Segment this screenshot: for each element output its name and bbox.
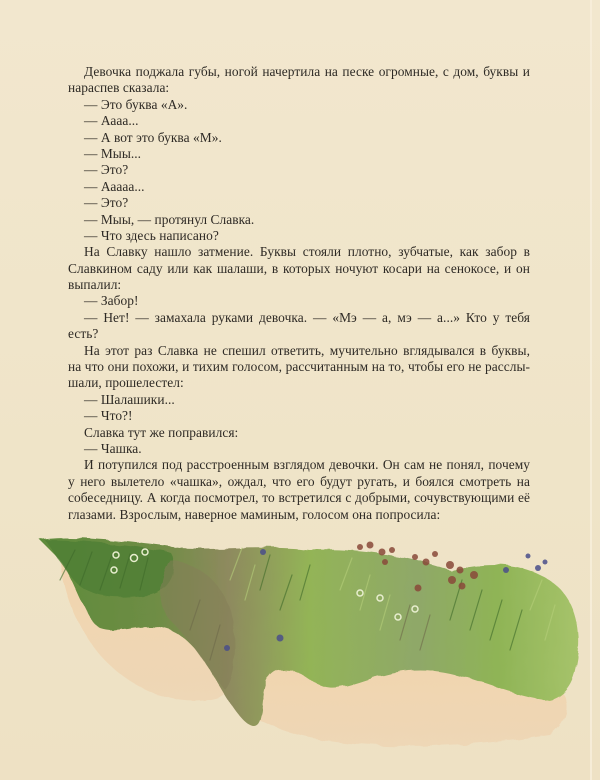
text-line: нараспев сказала: [68,80,170,96]
text-line: у него вылетело «чашка», ождал, что его будут ругать, и боялся смотреть на [68,473,530,489]
text-line: — Это буква «А». [84,96,188,112]
text-line: шали, прошелестел: [68,375,184,391]
story-text [68,64,530,523]
page-edge [590,0,592,780]
text-line: есть? [68,326,99,342]
text-line: выпалил: [68,277,122,293]
text-line: — Что здесь написано? [84,227,219,243]
text-line: Славкином саду или как шалаши, в которых ночуют косари на сенокосе, и он [68,260,530,276]
text-line: — Нет! — замахала руками девочка. — «Мэ — а, мэ — а...» Кто у тебя [84,309,530,325]
text-line: — Мыы, — протянул Славка. [84,211,255,227]
text-line: На этот раз Славка не спешил ответить, мучительно вглядывался в буквы, [84,342,530,358]
text-line: — Это? [84,162,129,178]
text-line: — Что?! [84,408,133,424]
text-line: — Ааааа... [84,178,145,194]
grass-illustration [30,520,590,760]
text-line: — Это? [84,195,129,211]
text-line: — Аааа... [84,113,139,129]
text-line: глазами. Взрослым, наверное маминым, голосом она попросила: [68,506,441,522]
text-line: И потупился под расстроенным взглядом девочки. Он сам не понял, почему [84,457,530,473]
text-line: — Забор! [84,293,139,309]
text-line: — Чашка. [84,440,142,456]
text-line: Девочка поджала губы, ногой начертила на песке огромные, с дом, буквы и [84,64,530,79]
text-line: — А вот это буква «М». [84,129,222,145]
text-line: На Славку нашло затмение. Буквы стояли плотно, зубчатые, как забор в [84,244,530,260]
text-line: Славка тут же поправился: [84,424,239,440]
text-line: — Шалашики... [84,391,175,407]
text-line: — Мыы... [84,145,142,161]
text-line: собеседницу. А когда посмотрел, то встретился с добрыми, сочувствующими её [68,490,530,506]
text-line: на что они похожи, и тихим голосом, рассчитанным на то, чтобы его не расслы- [68,359,530,375]
